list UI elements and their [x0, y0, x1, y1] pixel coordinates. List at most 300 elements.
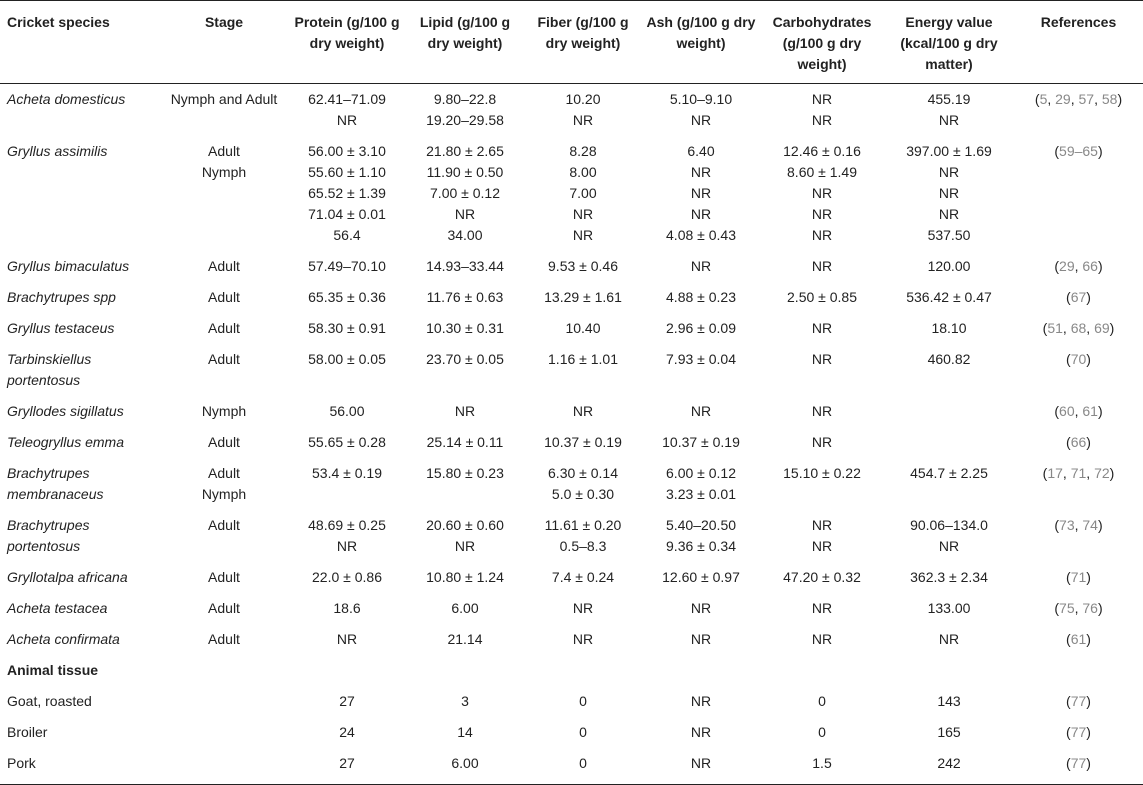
cell-fiber — [524, 686, 642, 717]
carbohydrates-value: 1.5 — [812, 755, 832, 771]
reference-punctuation: ( — [1066, 631, 1071, 647]
ash-value: NR — [690, 112, 712, 128]
energy-value: 362.3 ± 2.34 — [910, 569, 988, 585]
fiber-value: NR — [572, 227, 594, 243]
stage-value: Adult — [208, 320, 240, 336]
stage-value: Adult — [208, 600, 240, 616]
cell-carbohydrates — [760, 344, 884, 396]
reference-link[interactable]: 69 — [1094, 320, 1110, 336]
reference-punctuation: ) — [1086, 724, 1091, 740]
reference-punctuation: , — [1086, 465, 1095, 481]
cell-ash — [642, 686, 760, 717]
reference-link[interactable]: 17 — [1047, 465, 1063, 481]
lipid-value: 6.00 — [451, 600, 479, 616]
header-species: Cricket species — [0, 1, 160, 84]
carbohydrates-value: NR — [811, 206, 833, 222]
reference-link[interactable]: 60 — [1059, 403, 1075, 419]
reference-link[interactable]: 66 — [1082, 258, 1098, 274]
lipid-value: 21.14 — [447, 631, 483, 647]
fiber-value: NR — [572, 206, 594, 222]
cell-references — [1014, 748, 1143, 785]
lipid-value: NR — [454, 206, 476, 222]
cell-protein — [288, 282, 406, 313]
section-title: Animal tissue — [7, 662, 99, 678]
stage-value: Nymph — [201, 403, 247, 419]
cell-species: Teleogryllus emma — [7, 434, 124, 450]
header-energy: Energy value (kcal/100 g dry matter) — [884, 1, 1014, 84]
protein-value: 56.00 — [329, 403, 365, 419]
cell-lipid — [406, 136, 524, 251]
cell-species: Acheta testacea — [7, 600, 108, 616]
reference-punctuation: ( — [1066, 724, 1071, 740]
fiber-value: NR — [572, 403, 594, 419]
table-row — [0, 686, 1143, 717]
cell-stage — [160, 427, 288, 458]
cell-references — [1014, 84, 1143, 137]
protein-value: NR — [336, 631, 358, 647]
cell-ash — [642, 593, 760, 624]
energy-value: 537.50 — [927, 227, 971, 243]
reference-link[interactable]: 76 — [1082, 600, 1098, 616]
cell-species: Brachytrupes portentosus — [7, 517, 90, 554]
energy-value: 454.7 ± 2.25 — [910, 465, 988, 481]
reference-punctuation: , — [1074, 600, 1083, 616]
reference-link[interactable]: 72 — [1094, 465, 1110, 481]
cell-species: Gryllotalpa africana — [7, 569, 128, 585]
reference-link[interactable]: 77 — [1070, 693, 1087, 709]
ash-value: NR — [690, 755, 712, 771]
reference-link[interactable]: 59–65 — [1059, 143, 1098, 159]
ash-value: NR — [690, 724, 712, 740]
cell-protein — [288, 84, 406, 137]
cell-protein — [288, 396, 406, 427]
stage-value: Adult — [208, 143, 240, 159]
reference-link[interactable]: 57 — [1078, 91, 1095, 107]
reference-punctuation: ) — [1097, 258, 1103, 274]
carbohydrates-value: 12.46 ± 0.16 — [783, 143, 861, 159]
protein-value: 55.60 ± 1.10 — [308, 164, 386, 180]
carbohydrates-value: 2.50 ± 0.85 — [787, 289, 857, 305]
stage-value: Adult — [208, 631, 240, 647]
table-row — [0, 427, 1143, 458]
reference-punctuation: ) — [1097, 403, 1103, 419]
carbohydrates-value: NR — [811, 227, 833, 243]
cell-ash — [642, 313, 760, 344]
cell-fiber — [524, 344, 642, 396]
ash-value: NR — [690, 164, 712, 180]
reference-link[interactable]: 77 — [1070, 755, 1087, 771]
cell-lipid — [406, 84, 524, 137]
protein-value: 65.35 ± 0.36 — [308, 289, 386, 305]
cell-energy — [884, 624, 1014, 655]
lipid-value: 10.80 ± 1.24 — [426, 569, 504, 585]
cell-ash — [642, 344, 760, 396]
energy-value: NR — [938, 164, 960, 180]
cell-stage — [160, 84, 288, 137]
ash-value: 10.37 ± 0.19 — [662, 434, 740, 450]
reference-punctuation: ) — [1109, 320, 1115, 336]
cell-fiber — [524, 427, 642, 458]
stage-value: Nymph and Adult — [170, 91, 278, 107]
ash-value: NR — [690, 693, 712, 709]
cell-stage — [160, 396, 288, 427]
cell-stage — [160, 593, 288, 624]
ash-value: 6.40 — [687, 143, 715, 159]
cell-references — [1014, 562, 1143, 593]
reference-link[interactable]: 68 — [1070, 320, 1087, 336]
reference-punctuation: , — [1062, 465, 1071, 481]
lipid-value: 7.00 ± 0.12 — [430, 185, 500, 201]
cell-energy — [884, 562, 1014, 593]
cell-references — [1014, 313, 1143, 344]
stage-value: Adult — [208, 434, 240, 450]
header-references: References — [1014, 1, 1143, 84]
fiber-value: 6.30 ± 0.14 — [548, 465, 618, 481]
cell-references — [1014, 251, 1143, 282]
protein-value: 62.41–71.09 — [308, 91, 386, 107]
energy-value: 120.00 — [927, 258, 971, 274]
fiber-value: 9.53 ± 0.46 — [548, 258, 618, 274]
energy-value: 397.00 ± 1.69 — [906, 143, 992, 159]
reference-link[interactable]: 66 — [1070, 434, 1087, 450]
cell-lipid — [406, 510, 524, 562]
cell-lipid — [406, 344, 524, 396]
lipid-value: 14.93–33.44 — [426, 258, 504, 274]
carbohydrates-value: NR — [811, 517, 833, 533]
cell-lipid — [406, 251, 524, 282]
reference-link[interactable]: 75 — [1059, 600, 1075, 616]
fiber-value: 8.00 — [569, 164, 597, 180]
stage-value: Adult — [208, 289, 240, 305]
stage-value: Adult — [208, 517, 240, 533]
cell-energy — [884, 396, 1014, 427]
carbohydrates-value: NR — [811, 320, 833, 336]
cell-energy — [884, 282, 1014, 313]
cell-ash — [642, 510, 760, 562]
lipid-value: 11.76 ± 0.63 — [426, 289, 504, 305]
reference-punctuation: , — [1074, 517, 1083, 533]
cell-fiber — [524, 748, 642, 785]
fiber-value: 8.28 — [569, 143, 597, 159]
fiber-value: 0 — [579, 755, 587, 771]
energy-value: NR — [938, 538, 960, 554]
cell-ash — [642, 562, 760, 593]
cell-protein — [288, 717, 406, 748]
cell-fiber — [524, 562, 642, 593]
ash-value: NR — [690, 206, 712, 222]
cell-ash — [642, 748, 760, 785]
cell-carbohydrates — [760, 748, 884, 785]
reference-punctuation: , — [1070, 91, 1079, 107]
reference-link[interactable]: 29 — [1059, 258, 1075, 274]
fiber-value: 10.20 — [565, 91, 601, 107]
reference-link[interactable]: 29 — [1055, 91, 1071, 107]
energy-value: 165 — [937, 724, 961, 740]
cell-protein — [288, 624, 406, 655]
cell-references — [1014, 593, 1143, 624]
table-body — [0, 84, 1143, 785]
table-row — [0, 458, 1143, 510]
reference-link[interactable]: 73 — [1059, 517, 1075, 533]
carbohydrates-value: 8.60 ± 1.49 — [787, 164, 857, 180]
lipid-value: 11.90 ± 0.50 — [426, 164, 504, 180]
lipid-value: 10.30 ± 0.31 — [426, 320, 504, 336]
cell-energy — [884, 313, 1014, 344]
reference-punctuation: ) — [1097, 517, 1103, 533]
energy-value: 242 — [937, 755, 961, 771]
header-stage: Stage — [160, 1, 288, 84]
lipid-value: 6.00 — [451, 755, 479, 771]
protein-value: 53.4 ± 0.19 — [312, 465, 382, 481]
cell-fiber — [524, 624, 642, 655]
cell-stage — [160, 136, 288, 251]
cell-lipid — [406, 427, 524, 458]
cell-stage — [160, 562, 288, 593]
protein-value: 58.30 ± 0.91 — [308, 320, 386, 336]
ash-value: 5.10–9.10 — [669, 91, 733, 107]
table-row — [0, 313, 1143, 344]
protein-value: 71.04 ± 0.01 — [308, 206, 386, 222]
stage-value: Adult — [208, 569, 240, 585]
table-row — [0, 748, 1143, 785]
cell-stage — [160, 510, 288, 562]
reference-punctuation: ( — [1034, 91, 1040, 107]
cell-species: Acheta confirmata — [7, 631, 120, 647]
reference-punctuation: ) — [1086, 289, 1091, 305]
cell-stage — [160, 344, 288, 396]
ash-value: NR — [690, 258, 712, 274]
stage-value: Nymph — [201, 164, 247, 180]
protein-value: 56.4 — [333, 227, 361, 243]
protein-value: 48.69 ± 0.25 — [308, 517, 386, 533]
reference-punctuation: ( — [1066, 569, 1071, 585]
energy-value: 90.06–134.0 — [910, 517, 988, 533]
fiber-value: 7.00 — [569, 185, 597, 201]
protein-value: 27 — [339, 755, 355, 771]
cell-references — [1014, 686, 1143, 717]
fiber-value: 1.16 ± 1.01 — [548, 351, 618, 367]
cell-carbohydrates — [760, 510, 884, 562]
energy-value: NR — [938, 112, 960, 128]
cell-stage — [160, 282, 288, 313]
reference-punctuation: ( — [1054, 600, 1060, 616]
reference-punctuation: ( — [1042, 465, 1048, 481]
cell-fiber — [524, 136, 642, 251]
ash-value: 9.36 ± 0.34 — [666, 538, 736, 554]
cell-species: Gryllus testaceus — [7, 320, 115, 336]
reference-link[interactable]: 71 — [1070, 569, 1087, 585]
cell-protein — [288, 344, 406, 396]
cell-protein — [288, 593, 406, 624]
reference-punctuation: ) — [1097, 143, 1103, 159]
reference-punctuation: ) — [1109, 465, 1115, 481]
reference-punctuation: , — [1074, 403, 1083, 419]
cell-lipid — [406, 458, 524, 510]
cell-species: Brachytrupes spp — [7, 289, 116, 305]
ash-value: 4.88 ± 0.23 — [666, 289, 736, 305]
carbohydrates-value: NR — [811, 112, 833, 128]
table-row — [0, 282, 1143, 313]
lipid-value: 20.60 ± 0.60 — [426, 517, 504, 533]
fiber-value: 13.29 ± 1.61 — [544, 289, 622, 305]
lipid-value: 34.00 — [447, 227, 483, 243]
protein-value: 22.0 ± 0.86 — [312, 569, 382, 585]
fiber-value: 5.0 ± 0.30 — [551, 486, 615, 502]
lipid-value: 14 — [457, 724, 473, 740]
carbohydrates-value: NR — [811, 403, 833, 419]
lipid-value: 21.80 ± 2.65 — [426, 143, 504, 159]
cell-stage — [160, 458, 288, 510]
ash-value: NR — [690, 600, 712, 616]
cell-stage — [160, 624, 288, 655]
fiber-value: NR — [572, 631, 594, 647]
header-carbohydrates: Carbohydrates (g/100 g dry weight) — [760, 1, 884, 84]
fiber-value: 7.4 ± 0.24 — [551, 569, 615, 585]
cell-carbohydrates — [760, 396, 884, 427]
cell-energy — [884, 686, 1014, 717]
cell-stage — [160, 313, 288, 344]
cell-ash — [642, 84, 760, 137]
protein-value: NR — [336, 112, 358, 128]
cell-ash — [642, 396, 760, 427]
carbohydrates-value: NR — [811, 600, 833, 616]
energy-value: NR — [938, 206, 960, 222]
cell-protein — [288, 251, 406, 282]
reference-punctuation: ) — [1086, 755, 1091, 771]
table-row — [0, 593, 1143, 624]
energy-value: 460.82 — [927, 351, 971, 367]
energy-value: NR — [938, 631, 960, 647]
cell-references — [1014, 344, 1143, 396]
cell-lipid — [406, 624, 524, 655]
reference-link[interactable]: 51 — [1047, 320, 1063, 336]
cell-lipid — [406, 282, 524, 313]
cell-species: Gryllodes sigillatus — [7, 403, 124, 419]
carbohydrates-value: NR — [811, 91, 833, 107]
cell-energy — [884, 458, 1014, 510]
table-row — [0, 624, 1143, 655]
reference-link[interactable]: 61 — [1082, 403, 1098, 419]
cell-fiber — [524, 593, 642, 624]
cell-energy — [884, 510, 1014, 562]
reference-punctuation: ( — [1066, 289, 1071, 305]
cell-references — [1014, 136, 1143, 251]
header-fiber: Fiber (g/100 g dry weight) — [524, 1, 642, 84]
cell-fiber — [524, 84, 642, 137]
ash-value: 12.60 ± 0.97 — [662, 569, 740, 585]
reference-link[interactable]: 61 — [1070, 631, 1087, 647]
stage-value: Nymph — [201, 486, 247, 502]
lipid-value: NR — [454, 538, 476, 554]
reference-link[interactable]: 74 — [1082, 517, 1098, 533]
cell-references — [1014, 717, 1143, 748]
cell-protein — [288, 458, 406, 510]
ash-value: NR — [690, 631, 712, 647]
stage-value: Adult — [208, 351, 240, 367]
energy-value: 536.42 ± 0.47 — [906, 289, 992, 305]
fiber-value: 0 — [579, 724, 587, 740]
cell-protein — [288, 313, 406, 344]
table-row — [0, 344, 1143, 396]
energy-value: 133.00 — [927, 600, 971, 616]
reference-punctuation: ) — [1117, 91, 1123, 107]
reference-punctuation: ) — [1086, 693, 1091, 709]
reference-punctuation: ( — [1042, 320, 1048, 336]
cell-carbohydrates — [760, 624, 884, 655]
cell-carbohydrates — [760, 593, 884, 624]
fiber-value: 0 — [579, 693, 587, 709]
ash-value: 7.93 ± 0.04 — [666, 351, 736, 367]
fiber-value: 10.37 ± 0.19 — [544, 434, 622, 450]
reference-link[interactable]: 58 — [1101, 91, 1118, 107]
cell-carbohydrates — [760, 84, 884, 137]
fiber-value: NR — [572, 112, 594, 128]
cell-references — [1014, 282, 1143, 313]
ash-value: 2.96 ± 0.09 — [666, 320, 736, 336]
cell-references — [1014, 427, 1143, 458]
cell-species: Pork — [0, 748, 160, 785]
cell-carbohydrates — [760, 562, 884, 593]
protein-value: 24 — [339, 724, 355, 740]
reference-punctuation: ) — [1086, 434, 1091, 450]
cell-carbohydrates — [760, 136, 884, 251]
energy-value: 18.10 — [931, 320, 967, 336]
cell-carbohydrates — [760, 717, 884, 748]
protein-value: 18.6 — [333, 600, 361, 616]
table-header — [0, 1, 1143, 84]
cell-protein — [288, 427, 406, 458]
cell-carbohydrates — [760, 427, 884, 458]
protein-value: NR — [336, 538, 358, 554]
carbohydrates-value: NR — [811, 631, 833, 647]
carbohydrates-value: 15.10 ± 0.22 — [783, 465, 861, 481]
ash-value: 3.23 ± 0.01 — [666, 486, 736, 502]
cell-lipid — [406, 593, 524, 624]
cell-carbohydrates — [760, 251, 884, 282]
cell-ash — [642, 282, 760, 313]
header-protein: Protein (g/100 g dry weight) — [288, 1, 406, 84]
carbohydrates-value: NR — [811, 258, 833, 274]
cell-references — [1014, 624, 1143, 655]
lipid-value: 25.14 ± 0.11 — [426, 434, 504, 450]
cell-protein — [288, 510, 406, 562]
cell-ash — [642, 251, 760, 282]
cell-protein — [288, 136, 406, 251]
lipid-value: 15.80 ± 0.23 — [426, 465, 504, 481]
reference-link[interactable]: 67 — [1070, 289, 1087, 305]
reference-link[interactable]: 77 — [1070, 724, 1087, 740]
cell-lipid — [406, 396, 524, 427]
cell-energy — [884, 593, 1014, 624]
carbohydrates-value: NR — [811, 538, 833, 554]
reference-link[interactable]: 71 — [1070, 465, 1087, 481]
stage-value: Adult — [208, 258, 240, 274]
reference-punctuation: ) — [1086, 569, 1091, 585]
reference-link[interactable]: 70 — [1070, 351, 1087, 367]
cell-species: Goat, roasted — [7, 693, 92, 709]
reference-punctuation: ) — [1097, 600, 1103, 616]
ash-value: 4.08 ± 0.43 — [666, 227, 736, 243]
cell-carbohydrates — [760, 282, 884, 313]
cell-ash — [642, 458, 760, 510]
cell-ash — [642, 717, 760, 748]
reference-punctuation: ( — [1066, 693, 1071, 709]
cell-lipid — [406, 313, 524, 344]
cell-stage — [160, 686, 288, 717]
cell-ash — [642, 427, 760, 458]
reference-link[interactable]: 5 — [1039, 91, 1048, 107]
table-row — [0, 251, 1143, 282]
